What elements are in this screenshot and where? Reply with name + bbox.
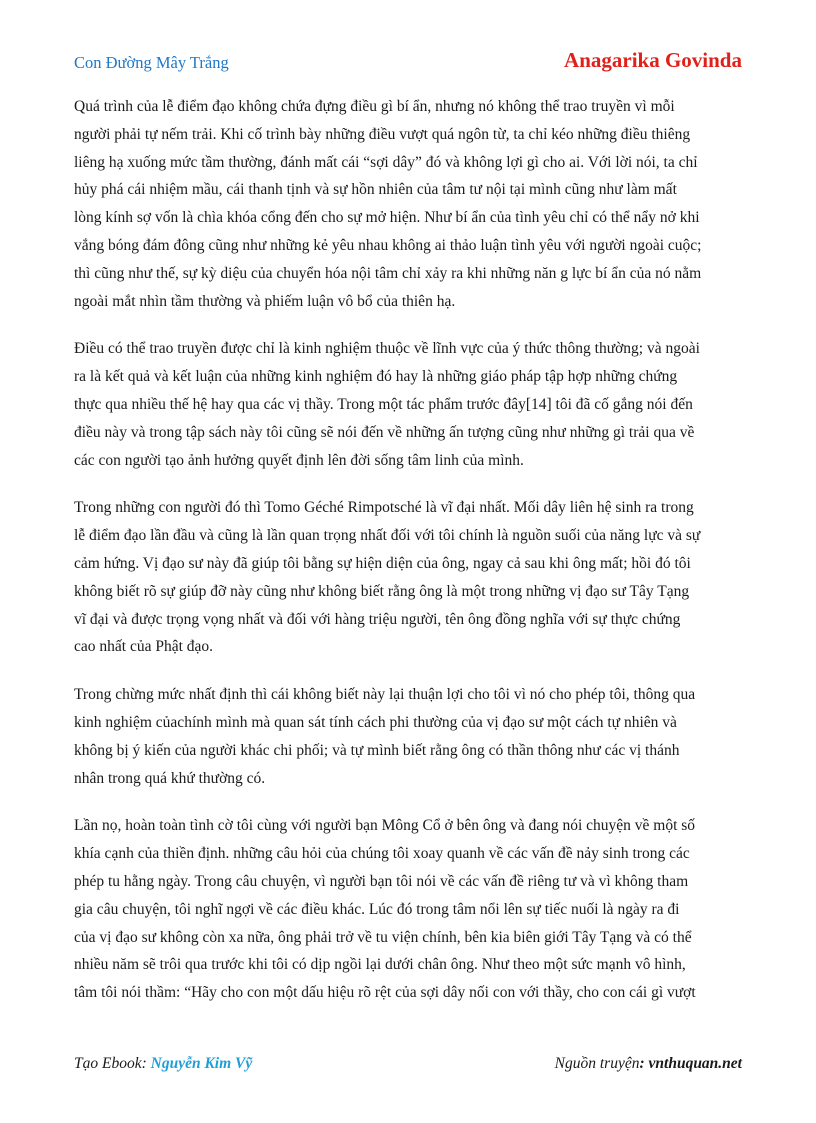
source-label: Nguồn truyện [554, 1055, 640, 1072]
paragraph [74, 335, 742, 474]
author-name: Anagarika Govinda [564, 48, 742, 72]
paragraph-line: của vị đạo sư không còn xa nữa, ông phải trở về tu viện chính, bên kia biên giới Tây Tạng và có thể [74, 928, 692, 946]
paragraph [74, 812, 742, 1007]
paragraph-line: không bị ý kiến của người khác chi phối; và tự mình biết rằng ông có thần thông như các vị thánh [74, 741, 680, 759]
paragraph-line: Điều có thể trao truyền được chỉ là kinh nghiệm thuộc về lĩnh vực của ý thức thông thường; và ngoài [74, 340, 700, 358]
paragraph-line: Trong chừng mức nhất định thì cái không biết này lại thuận lợi cho tôi vì nó cho phép tôi, thông qua [74, 686, 696, 704]
paragraph-line: các con người tạo ảnh hưởng quyết định lên đời sống tâm linh của mình. [74, 451, 524, 469]
paragraph-line: điều này và trong tập sách này tôi cũng sẽ nói đến về những ấn tượng cũng như những gì trải qua về [74, 423, 695, 441]
paragraph-line: vĩ đại và được trọng vọng nhất và đối với hàng triệu người, tên ông đồng nghĩa với sự thực chứng [74, 610, 681, 628]
source-separator: : [639, 1055, 649, 1072]
paragraph-line: người phải tự nếm trải. Khi cố trình bày những điều vượt quá ngôn từ, ta chỉ kéo những điều thiêng [74, 125, 691, 143]
ebook-label: Tạo Ebook [74, 1055, 142, 1072]
paragraph-line: Lần nọ, hoàn toàn tình cờ tôi cùng với người bạn Mông Cổ ở bên ông và đang nói chuyện về một số [74, 817, 696, 835]
paragraph [74, 494, 742, 661]
ebook-credit [74, 1055, 252, 1073]
paragraph [74, 681, 742, 792]
paragraph-line: tâm tôi nói thầm: “Hãy cho con một dấu hiệu rõ rệt của sợi dây nối con với thầy, cho con cái gì vượt [74, 984, 696, 1002]
paragraph-line: không biết rõ sự giúp đỡ này cũng như không biết rằng ông là một trong những vị đạo sư Tây Tạng [74, 582, 690, 600]
book-title: Con Đường Mây Trắng [74, 53, 229, 72]
paragraph-line: cao nhất của Phật đạo. [74, 638, 214, 656]
paragraph-line: ngoài mắt nhìn tầm thường và phiếm luận vô bổ của thiên hạ. [74, 292, 456, 310]
paragraph-line: Trong những con người đó thì Tomo Géché Rimpotsché là vĩ đại nhất. Mối dây liên hệ sinh ra trong [74, 499, 694, 517]
source-credit [555, 1055, 742, 1073]
paragraph-line: liêng hạ xuống mức tầm thường, đánh mất cái “sợi dây” đó và không lợi gì cho ai. Với lời nói, ta chỉ [74, 153, 698, 171]
page-body [74, 93, 742, 1027]
paragraph-line: lòng kính sợ vốn là chìa khóa cổng đến cho sự mở hiện. Như bí ẩn của tình yêu chỉ có thể nẩy nở khi [74, 209, 700, 227]
source-site: vnthuquan.net [648, 1055, 742, 1072]
page-header [74, 48, 742, 76]
ebook-author: Nguyễn Kim Vỹ [150, 1055, 253, 1072]
paragraph-line: hủy phá cái nhiệm mầu, cái thanh tịnh và sự hồn nhiên của tâm tư nội tại mình cũng như làm mất [74, 181, 677, 199]
ebook-separator: : [141, 1055, 151, 1072]
page-footer [74, 1055, 742, 1077]
paragraph-line: phép tu hằng ngày. Trong câu chuyện, vì người bạn tôi nói về các vấn đề riêng tư và vì không tham [74, 872, 689, 890]
paragraph-line: khía cạnh của thiền định. những câu hỏi của chúng tôi xoay quanh về các vấn đề nảy sinh trong các [74, 845, 690, 863]
paragraph-line: cảm hứng. Vị đạo sư này đã giúp tôi bằng sự hiện diện của ông, ngay cả sau khi ông mất; hồi đó tôi [74, 554, 691, 572]
paragraph-line: Quá trình của lễ điểm đạo không chứa đựng điều gì bí ẩn, nhưng nó không thể trao truyền vì mỗi [74, 98, 675, 115]
paragraph [74, 93, 742, 315]
paragraph-line: nhiều năm sẽ trôi qua trước khi tôi có dịp ngồi lại dưới chân ông. Như theo một sức mạnh vô hình, [74, 956, 686, 974]
paragraph-line: thì cũng như thế, sự kỳ diệu của chuyển hóa nội tâm chỉ xảy ra khi những năn g lực bí ẩn của nó nằm [74, 264, 702, 282]
paragraph-line: kinh nghiệm củachính mình mà quan sát tính cách phi thường của vị đạo sư một cách tự nhiên và [74, 713, 677, 731]
paragraph-line: lễ điểm đạo lần đầu và cũng là lần quan trọng nhất đối với tôi chính là nguồn suối của năng lực và sự [74, 527, 701, 545]
paragraph-line: nhân trong quá khứ thường có. [74, 769, 266, 787]
paragraph-line: vắng bóng đám đông cũng như những kẻ yêu nhau không ai thảo luận tình yêu với người ngoài cuộc; [74, 236, 702, 254]
paragraph-line: gia câu chuyện, tôi nghĩ ngợi về các điều khác. Lúc đó trong tâm nổi lên sự tiếc nuối là ngày ra đi [74, 900, 680, 918]
paragraph-line: thực qua nhiều thế hệ hay qua các vị thầy. Trong một tác phẩm trước đây[14] tôi đã cố gắng nói đến [74, 395, 693, 413]
paragraph-line: ra là kết quả và kết luận của những kinh nghiệm đó hay là những giáo pháp tập hợp những chứng [74, 368, 678, 386]
